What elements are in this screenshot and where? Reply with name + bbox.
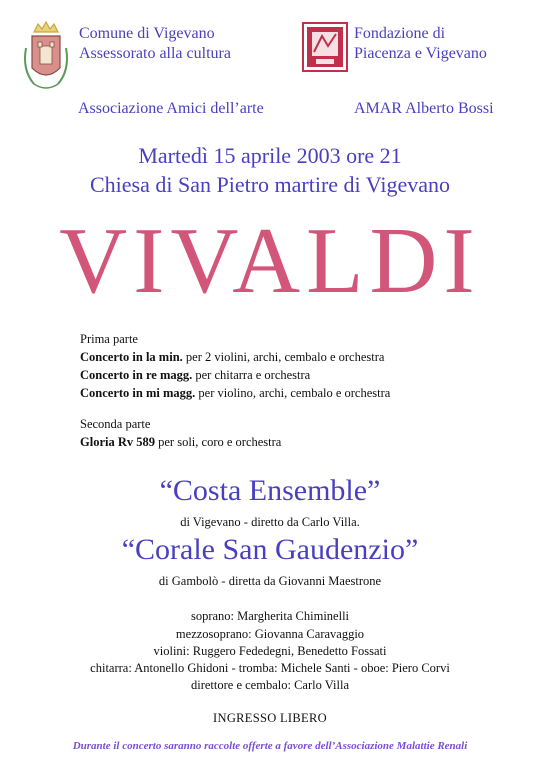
part2-heading: Seconda parte (80, 417, 151, 431)
program-item-desc: per violino, archi, cembalo e orchestra (195, 386, 391, 400)
program-item (80, 350, 384, 365)
associazione-name: Associazione Amici dell’arte (78, 100, 264, 117)
program-item-title: Concerto in re magg. (80, 368, 193, 382)
performer-line: soprano: Margherita Chiminelli (190, 609, 350, 623)
choir-name: “Corale San Gaudenzio” (121, 533, 419, 566)
performer-line: violini: Ruggero Fededegni, Benedetto Fossati (153, 644, 387, 658)
ensemble-name: “Costa Ensemble” (159, 474, 381, 507)
program-item-desc: per soli, coro e orchestra (155, 435, 282, 449)
program-item (80, 368, 310, 383)
assessorato-name: Assessorato alla cultura (79, 45, 231, 62)
program-item-desc: per chitarra e orchestra (192, 368, 311, 382)
program-item-desc: per 2 violini, archi, cembalo e orchestra (182, 350, 385, 364)
free-entry-label: INGRESSO LIBERO (213, 711, 327, 725)
vigevano-coat-of-arms-icon (20, 18, 72, 98)
donation-note: Durante il concerto saranno raccolte offerte a favore dell’Associazione Malattie Renali (72, 740, 468, 752)
program-item-title: Gloria Rv 589 (80, 435, 155, 449)
program-item-title: Concerto in mi magg. (80, 386, 196, 400)
event-place: Chiesa di San Pietro martire di Vigevano (90, 172, 450, 197)
amar-name: AMAR Alberto Bossi (354, 100, 494, 117)
comune-name: Comune di Vigevano (79, 25, 215, 42)
performer-line: chitarra: Antonello Ghidoni - tromba: Michele Santi - oboe: Piero Corvi (90, 661, 450, 675)
fondazione-logo-icon (302, 22, 348, 72)
part1-heading: Prima parte (80, 332, 138, 346)
event-date: Martedì 15 aprile 2003 ore 21 (138, 143, 402, 168)
performer-line: mezzosoprano: Giovanna Caravaggio (175, 627, 365, 641)
comune-heading (79, 24, 231, 64)
performer-line: direttore e cembalo: Carlo Villa (191, 678, 349, 692)
ensemble-subtitle: di Vigevano - diretto da Carlo Villa. (180, 515, 360, 529)
program-item (80, 435, 281, 450)
program-item (80, 386, 390, 401)
choir-subtitle: di Gambolò - diretta da Giovanni Maestrone (158, 574, 382, 588)
program-item-title: Concerto in la min. (80, 350, 183, 364)
fondazione-line2: Piacenza e Vigevano (354, 45, 487, 62)
fondazione-heading (354, 24, 487, 64)
fondazione-line1: Fondazione di (354, 25, 446, 42)
concert-title: VIVALDI (59, 209, 481, 313)
